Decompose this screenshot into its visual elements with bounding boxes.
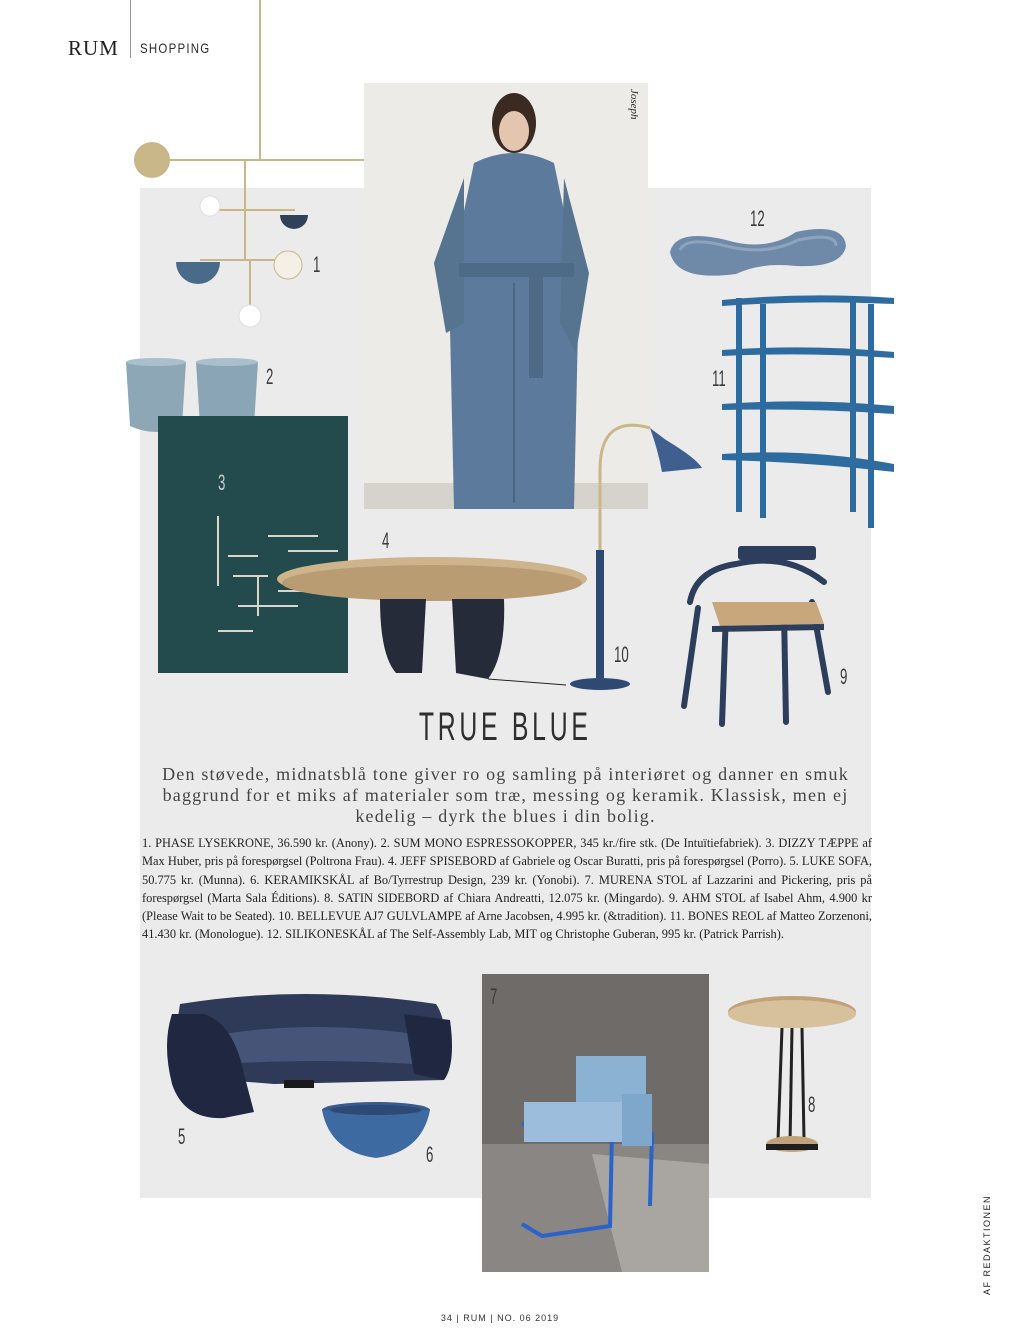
item-number: 4 (382, 528, 390, 553)
item-number: 6 (426, 1142, 434, 1167)
murena-chair-photo (482, 974, 709, 1272)
satin-side-table-image (726, 994, 858, 1158)
side-credit: AF REDAKTIONEN (982, 1194, 992, 1295)
bones-shelf-image (718, 294, 898, 530)
ahm-chair-image (676, 542, 836, 728)
item-number: 7 (490, 984, 498, 1009)
article-intro: Den støvede, midnatsblå tone giver ro og samling på interiøret og danner en smuk baggrund for et miks af materialer som træ, messing og keramik. Klassisk, men ej kedelig – dyrk the blues i din bolig. (162, 764, 849, 826)
item-number: 9 (840, 664, 848, 689)
section-label: SHOPPING (140, 40, 211, 56)
item-number: 10 (614, 642, 629, 667)
item-number: 11 (712, 366, 726, 391)
murena-chair-image (482, 974, 709, 1272)
article-title: TRUE BLUE (419, 705, 592, 749)
ceramic-bowl-image (320, 1102, 434, 1162)
photo-credit: Joseph (628, 89, 640, 120)
item-number: 1 (313, 252, 321, 277)
magazine-logo: RUM (68, 36, 119, 60)
item-number: 12 (750, 206, 765, 231)
item-number: 5 (178, 1124, 186, 1149)
item-number: 8 (808, 1092, 816, 1117)
item-number: 2 (266, 364, 274, 389)
product-credits: 1. PHASE LYSEKRONE, 36.590 kr. (Anony). 2. SUM MONO ESPRESSOKOPPER, 345 kr./fire stk. (De Intuïtiefabriek). 3. DIZZY TÆPPE af Max Huber, pris på forespørgsel (Poltrona Frau). 4. JEFF SPISEBORD af Gabriele og Oscar Buratti, pris på forespørgsel (Porro). 5. LUKE SOFA, 50.775 kr. (Munna). 6. KERAMIKSKÅL af Bo/Tyrrestrup Design, 239 kr. (Yonobi). 7. MURENA STOL af Lazzarini and Pickering, pris på forespørgsel (Marta Sala Éditions). 8. SATIN SIDEBORD af Chiara Andreatti, 12.075 kr. (Mingardo). 9. AHM STOL af Isabel Ahm, 4.900 kr (Please Wait to be Seated). 10. BELLEVUE AJ7 GULVLAMPE af Arne Jacobsen, 4.995 kr. (&tradition). 11. BONES REOL af Matteo Zorzenoni, 41.430 kr. (Monologue). 12. SILIKONESKÅL af The Self-Assembly Lab, MIT og Christophe Guberan, 995 kr. (Patrick Parrish). (142, 836, 872, 942)
item-number: 3 (218, 470, 226, 495)
dining-table-image (276, 555, 588, 691)
page-footer: 34 | RUM | NO. 06 2019 (440, 1313, 560, 1323)
